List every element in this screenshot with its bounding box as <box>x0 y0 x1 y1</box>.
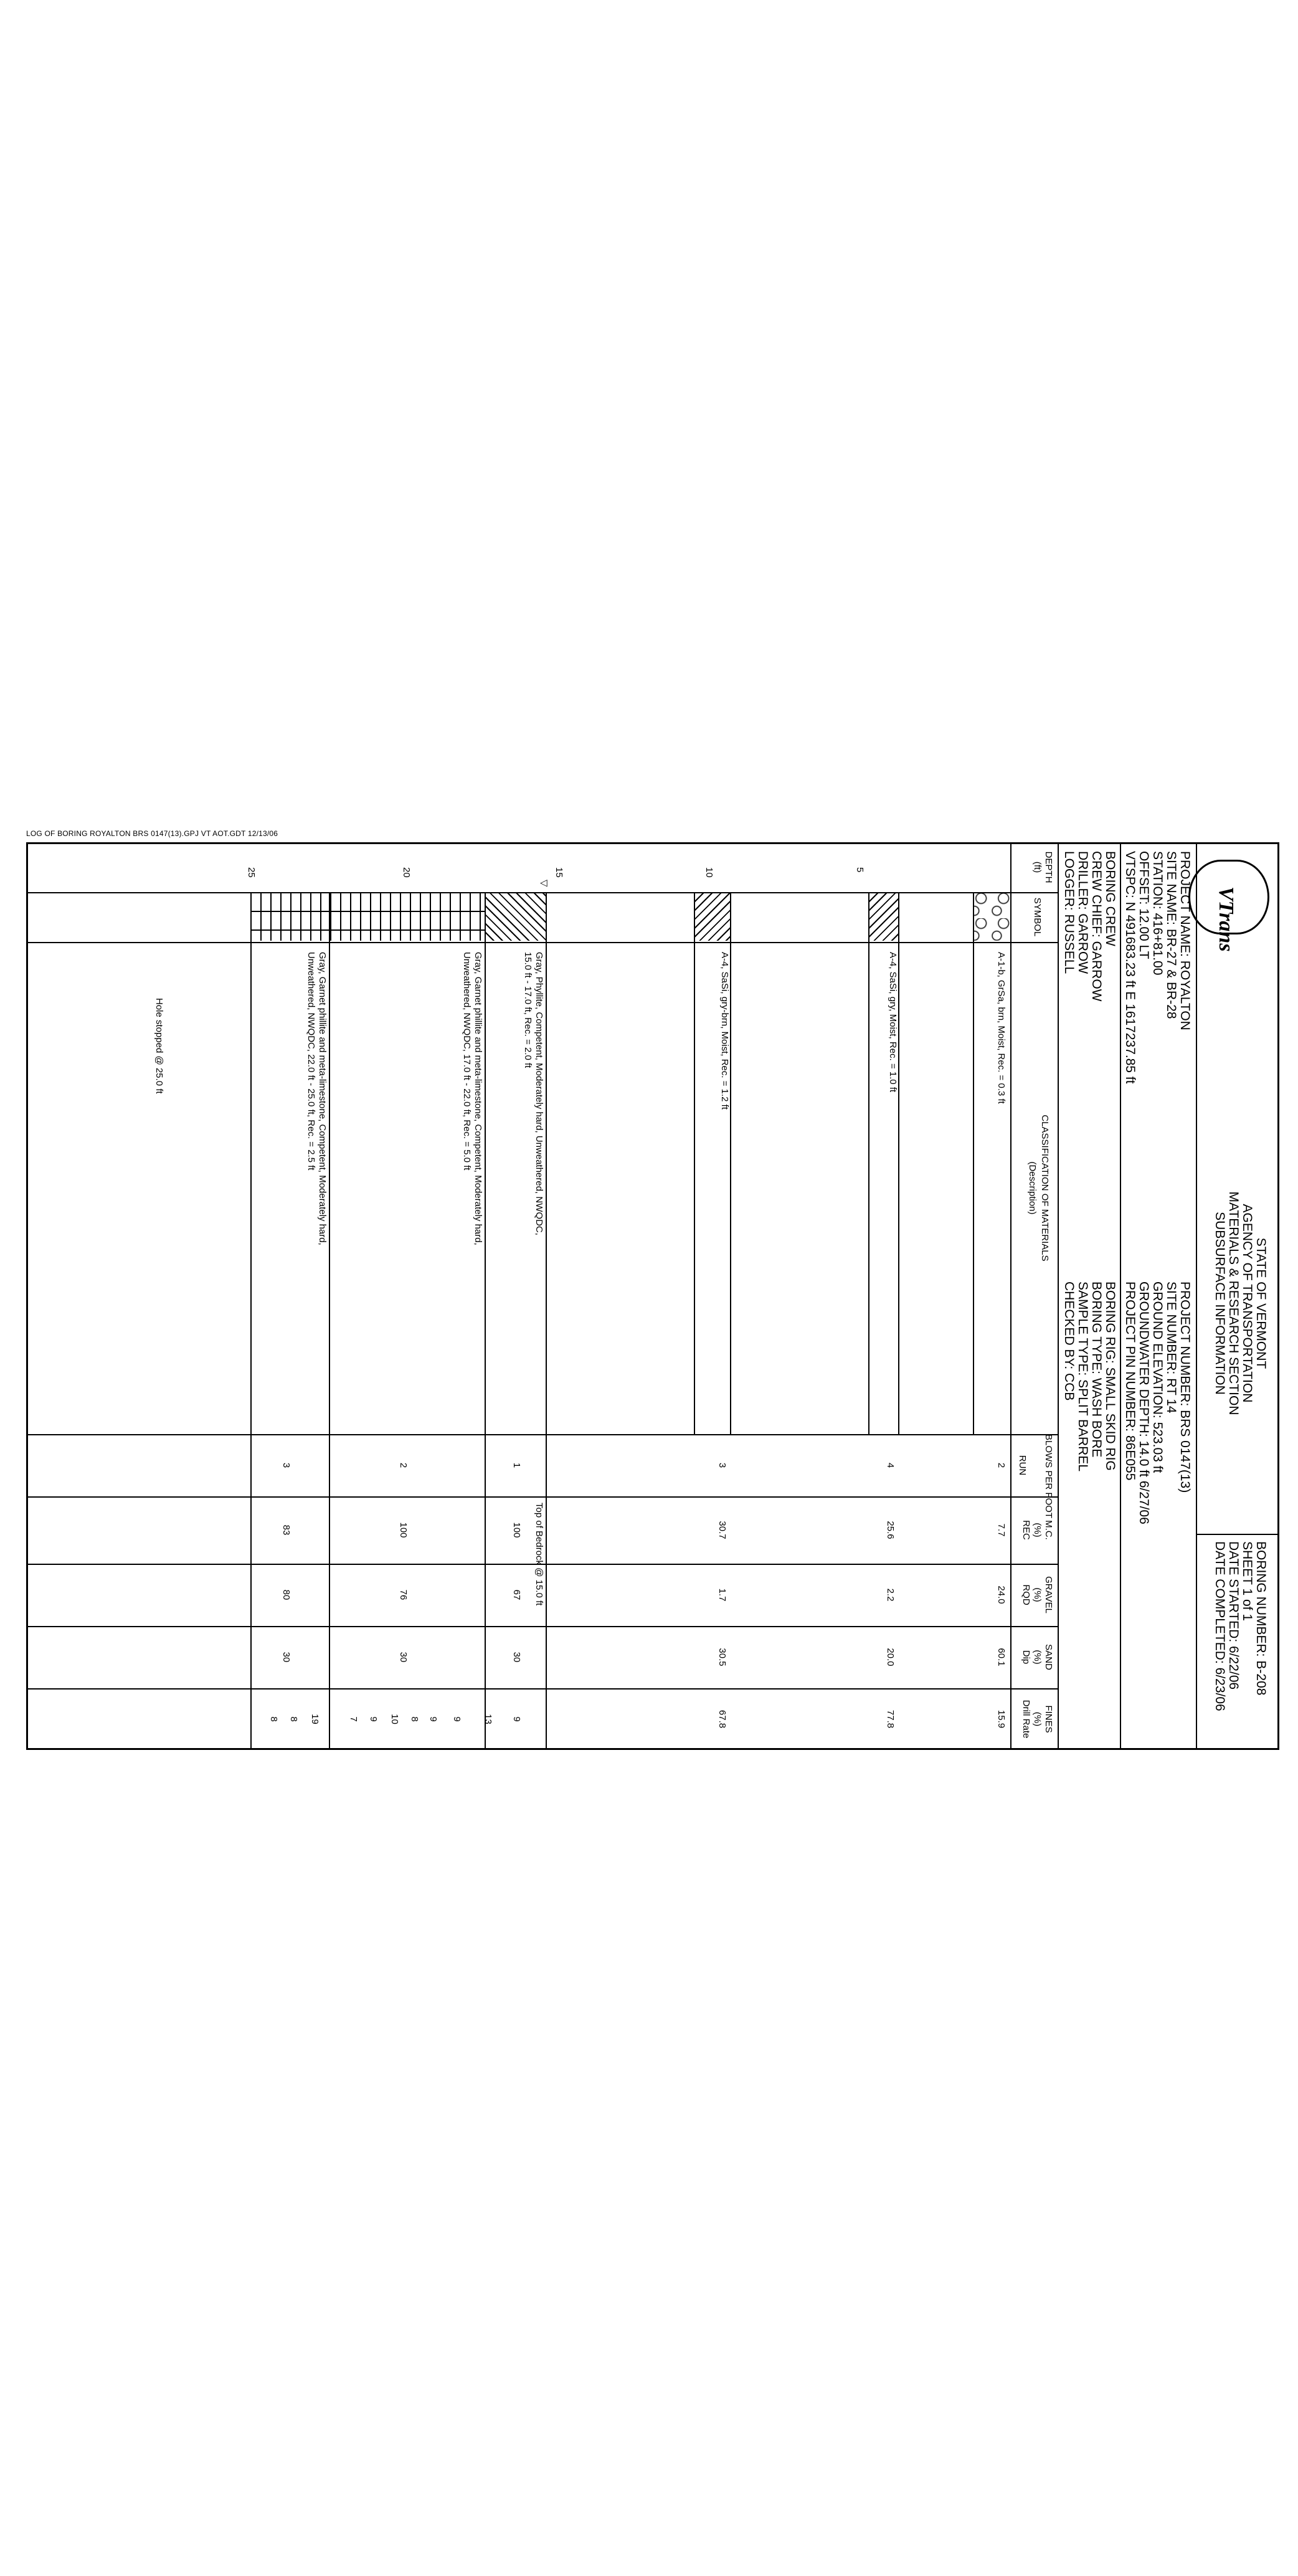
checked-by: CHECKED BY: CCB <box>1062 1281 1076 1401</box>
column-header-rule <box>1010 842 1011 1750</box>
drill-rate-6: 10 <box>389 1714 400 1724</box>
project-name: PROJECT NAME: ROYALTON <box>1178 851 1192 1030</box>
dip-header: Dip <box>1021 1650 1031 1665</box>
dip-row-1: 30 <box>511 1652 522 1663</box>
symbol-gravelly-sand <box>974 893 1010 941</box>
agency-line-4: SUBSURFACE INFORMATION <box>1213 1212 1227 1395</box>
layer-boundary-2 <box>898 892 899 1434</box>
depth-tick-20: 20 <box>401 867 412 878</box>
sand-row-1: 60.1 <box>996 1648 1007 1666</box>
mc-header: M.C. <box>1043 1520 1054 1540</box>
sand-row-3: 30.5 <box>717 1648 727 1666</box>
symbol-meta-limestone <box>252 893 486 941</box>
project-pin: PROJECT PIN NUMBER: 86E055 <box>1123 1281 1137 1481</box>
gravel-row-1: 24.0 <box>996 1585 1007 1604</box>
drill-rate-header: Drill Rate <box>1021 1699 1031 1739</box>
symbol-phyllite <box>486 893 547 941</box>
drill-rate-5: 8 <box>409 1716 420 1722</box>
desc-layer-1: A-1-b, GrSa, brn, Moist, Rec. = 0.3 ft <box>996 952 1007 1104</box>
blows-col-line <box>26 1496 1059 1498</box>
logger: LOGGER: RUSSELL <box>1062 851 1076 974</box>
header-divider <box>1197 1534 1279 1535</box>
agency-line-2: AGENCY OF TRANSPORTATION <box>1240 1204 1254 1403</box>
date-completed: DATE COMPLETED: 6/23/06 <box>1213 1541 1227 1711</box>
rec-row-2: 100 <box>398 1522 409 1538</box>
depth-header: DEPTH <box>1043 851 1054 883</box>
driller: DRILLER: GARROW <box>1076 851 1090 974</box>
desc-run-3-line-1: Gray, Garnet phillite and meta-limestone, Competent, Moderately hard, <box>317 952 328 1245</box>
site-number: SITE NUMBER: RT 14 <box>1164 1281 1178 1414</box>
desc-col-line <box>26 1434 1059 1435</box>
gravel-col-line <box>26 1626 1059 1627</box>
depth-tick-15: 15 <box>554 867 564 878</box>
blows-row-2: 4 <box>885 1462 896 1468</box>
header-rule-2 <box>1120 842 1121 1750</box>
agency-line-1: STATE OF VERMONT <box>1254 1237 1268 1369</box>
layer-boundary-1 <box>973 892 974 1434</box>
ground-elevation: GROUND ELEVATION: 523.03 ft <box>1150 1281 1165 1473</box>
hole-stopped-note: Hole stopped @ 25.0 ft <box>154 998 164 1094</box>
vtrans-logo <box>1188 860 1269 952</box>
sheet-number: SHEET 1 of 1 <box>1240 1541 1254 1622</box>
desc-layer-2: A-4, SaSi, gry, Moist, Rec. = 1.0 ft <box>888 952 898 1093</box>
logo-wordmark: VTrans <box>1215 886 1238 952</box>
drill-rate-1: 9 <box>511 1716 522 1722</box>
sand-header: SAND <box>1043 1644 1054 1670</box>
header-rule-1 <box>1196 842 1197 1750</box>
vtspc: VTSPC: N 491683.23 ft E 1617237.85 ft <box>1123 851 1137 1084</box>
run-row-1: 1 <box>511 1462 522 1468</box>
blows-header: BLOWS PER FOOT <box>1043 1434 1054 1519</box>
run-row-3: 3 <box>281 1462 291 1468</box>
mc-row-1: 7.7 <box>996 1523 1007 1537</box>
sample-type: SAMPLE TYPE: SPLIT BARREL <box>1076 1281 1090 1472</box>
rec-row-3: 83 <box>281 1524 291 1536</box>
mc-unit: (%) <box>1032 1523 1043 1538</box>
top-of-bedrock-note: Top of Bedrock @ 15.0 ft <box>534 1503 544 1606</box>
groundwater-marker: ▽ <box>539 880 549 887</box>
run-boundary-1 <box>485 892 486 1750</box>
depth-tick-25: 25 <box>246 867 257 878</box>
classification-header: CLASSIFICATION OF MATERIALS <box>1040 1115 1050 1262</box>
layer-boundary-3 <box>868 892 869 1434</box>
classification-sub: (Description) <box>1027 1161 1038 1215</box>
run-boundary-2 <box>329 892 330 1750</box>
mc-row-3: 30.7 <box>717 1521 727 1539</box>
rec-row-1: 100 <box>511 1522 522 1538</box>
drill-rate-3: 9 <box>452 1716 462 1722</box>
desc-layer-3: A-4, SaSi, gry-brn, Moist, Rec. = 1.2 ft <box>719 952 730 1110</box>
fines-header: FINES <box>1043 1705 1054 1733</box>
drill-rate-2: 13 <box>483 1714 493 1724</box>
dip-row-3: 30 <box>281 1652 291 1663</box>
depth-unit: (ft) <box>1032 861 1043 873</box>
drill-rate-11: 8 <box>268 1716 279 1722</box>
drill-rate-9: 19 <box>310 1714 320 1724</box>
symbol-col-line <box>26 942 1059 943</box>
groundwater-depth: GROUNDWATER DEPTH: 14.0 ft 6/27/06 <box>1137 1281 1151 1524</box>
depth-tick-10: 10 <box>704 867 714 878</box>
offset: OFFSET: 12.00 LT <box>1137 851 1151 959</box>
depth-tick-5: 5 <box>855 867 865 873</box>
gravel-unit: (%) <box>1032 1587 1043 1602</box>
rqd-row-2: 76 <box>398 1589 409 1600</box>
site-name: SITE NAME: BR-27 & BR-28 <box>1164 851 1178 1019</box>
symbol-sandy-silt-2 <box>695 893 731 941</box>
layer-boundary-4 <box>730 892 731 1434</box>
station: STATION: 416+81.00 <box>1150 851 1165 976</box>
drill-rate-7: 9 <box>368 1716 379 1722</box>
date-started: DATE STARTED: 6/22/06 <box>1226 1541 1241 1690</box>
fines-row-2: 77.8 <box>885 1709 896 1729</box>
boring-number: BORING NUMBER: B-208 <box>1254 1541 1268 1696</box>
boring-rig: BORING RIG: SMALL SKID RIG <box>1103 1281 1117 1471</box>
desc-run-1-line-1: Gray, Phyllite, Competent, Moderately hard, Unweathered, NWQDC, <box>534 952 544 1235</box>
sand-row-2: 20.0 <box>885 1648 896 1666</box>
blows-row-3: 3 <box>717 1462 727 1468</box>
drill-rate-10: 8 <box>288 1716 299 1722</box>
boring-type: BORING TYPE: WASH BORE <box>1089 1281 1104 1458</box>
rec-header: REC <box>1021 1520 1031 1540</box>
crew-chief: CREW CHIEF: GARROW <box>1089 851 1104 1002</box>
blows-row-1: 2 <box>996 1462 1007 1468</box>
run-row-2: 2 <box>398 1462 409 1468</box>
drill-rate-4: 9 <box>428 1716 438 1722</box>
fines-unit: (%) <box>1032 1711 1043 1727</box>
dip-row-2: 30 <box>398 1652 409 1663</box>
gravel-header: GRAVEL <box>1043 1576 1054 1614</box>
symbol-sandy-silt-1 <box>869 893 899 941</box>
project-number: PROJECT NUMBER: BRS 0147(13) <box>1178 1281 1192 1493</box>
mc-row-2: 25.6 <box>885 1521 896 1539</box>
sand-unit: (%) <box>1032 1650 1043 1665</box>
sand-col-line <box>26 1688 1059 1690</box>
file-footer: LOG OF BORING ROYALTON BRS 0147(13).GPJ VT AOT.GDT 12/13/06 <box>26 829 278 838</box>
fines-row-3: 67.8 <box>717 1709 727 1729</box>
boring-log-sheet <box>26 842 1279 1750</box>
desc-run-1-line-2: 15.0 ft - 17.0 ft, Rec. = 2.0 ft <box>523 952 533 1068</box>
bedrock-boundary <box>546 892 547 1750</box>
rqd-row-3: 80 <box>281 1589 291 1600</box>
gravel-row-2: 2.2 <box>885 1588 896 1602</box>
header-rule-3 <box>1058 842 1059 1750</box>
gravel-row-3: 1.7 <box>717 1588 727 1602</box>
layer-boundary-5 <box>694 892 695 1434</box>
agency-line-3: MATERIALS & RESEARCH SECTION <box>1226 1191 1241 1415</box>
boring-crew: BORING CREW <box>1103 851 1117 946</box>
symbol-header: SYMBOL <box>1032 897 1043 937</box>
rqd-row-1: 67 <box>511 1589 522 1600</box>
desc-run-3-line-2: Unweathered, NWQDC, 22.0 ft - 25.0 ft, Rec. = 2.5 ft <box>306 952 316 1171</box>
desc-run-2-line-1: Gray, Garnet phillite and meta-limestone, Competent, Moderately hard, <box>473 952 483 1245</box>
hole-bottom-line <box>250 892 252 1750</box>
fines-row-1: 15.9 <box>996 1709 1007 1729</box>
run-header: RUN <box>1017 1455 1028 1476</box>
desc-run-2-line-2: Unweathered, NWQDC, 17.0 ft - 22.0 ft, Rec. = 5.0 ft <box>462 952 472 1171</box>
rqd-header: RQD <box>1021 1584 1031 1605</box>
drill-rate-8: 7 <box>348 1716 359 1722</box>
